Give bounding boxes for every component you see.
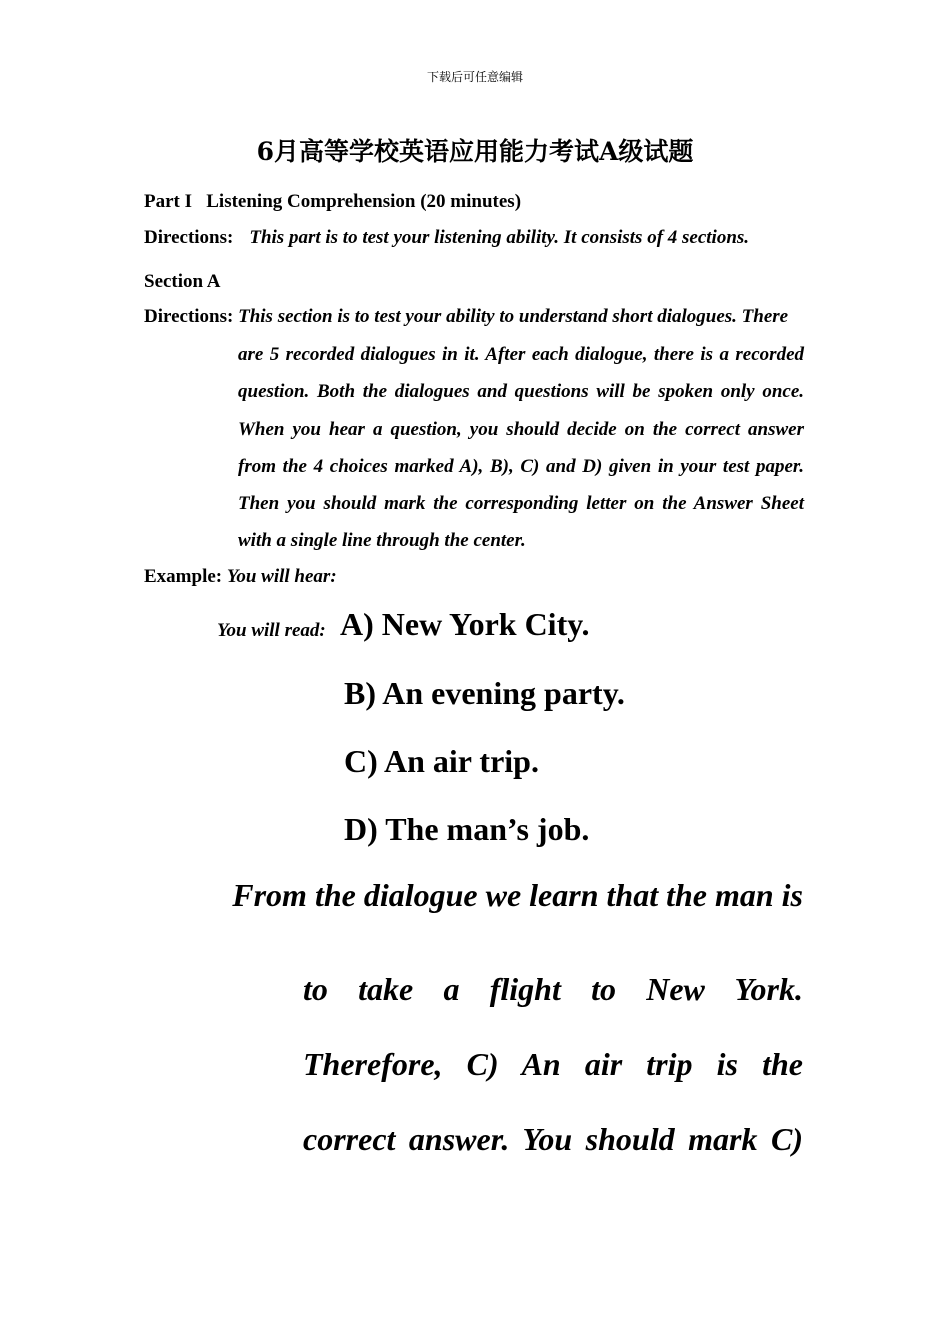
header-note: 下载后可任意编辑 xyxy=(426,70,523,84)
section-heading: Section A xyxy=(144,271,221,292)
directions-label: Directions: xyxy=(144,227,234,248)
paragraph-line: question. Both the dialogues and questions will be spoken only once. xyxy=(238,381,804,403)
explanation-block xyxy=(303,952,803,1177)
directions-part xyxy=(144,227,749,249)
document-title: 6月高等学校英语应用能力考试A级试题 xyxy=(256,137,694,166)
option-c: C) An air trip. xyxy=(344,743,539,779)
paragraph-line: from the 4 choices marked A), B), C) and D) given in your test paper. xyxy=(238,455,804,477)
paragraph-line: are 5 recorded dialogues in it. After each dialogue, there is a recorded xyxy=(238,344,804,365)
directions-label: Directions: xyxy=(144,306,234,327)
directions-first-line: This section is to test your ability to understand short dialogues. There xyxy=(238,306,789,327)
directions-paragraph xyxy=(238,336,804,560)
explanation-line: to take a flight to New York. xyxy=(303,971,803,1007)
paragraph-line: with a single line through the center. xyxy=(238,530,526,552)
example-hear: You will hear: xyxy=(226,566,337,587)
explanation-first-line: From the dialogue we learn that the man is xyxy=(232,877,803,913)
paragraph-line: Then you should mark the corresponding letter on the Answer Sheet xyxy=(238,493,804,515)
explanation-line: Therefore, C) An air trip is the xyxy=(303,1046,803,1082)
directions-text: This part is to test your listening ability. It consists of 4 sections. xyxy=(249,227,750,248)
example-read-label: You will read: xyxy=(217,620,326,641)
option-b: B) An evening party. xyxy=(344,675,625,711)
option-a: A) New York City. xyxy=(340,606,590,642)
part-heading: Part I Listening Comprehension (20 minutes) xyxy=(144,191,522,212)
directions-section xyxy=(144,306,788,328)
example-line xyxy=(144,566,337,588)
paragraph-line: When you hear a question, you should decide on the correct answer xyxy=(238,418,804,440)
explanation-line: correct answer. You should mark C) xyxy=(303,1121,803,1157)
example-label: Example: xyxy=(144,566,223,587)
option-d: D) The man’s job. xyxy=(344,811,590,847)
